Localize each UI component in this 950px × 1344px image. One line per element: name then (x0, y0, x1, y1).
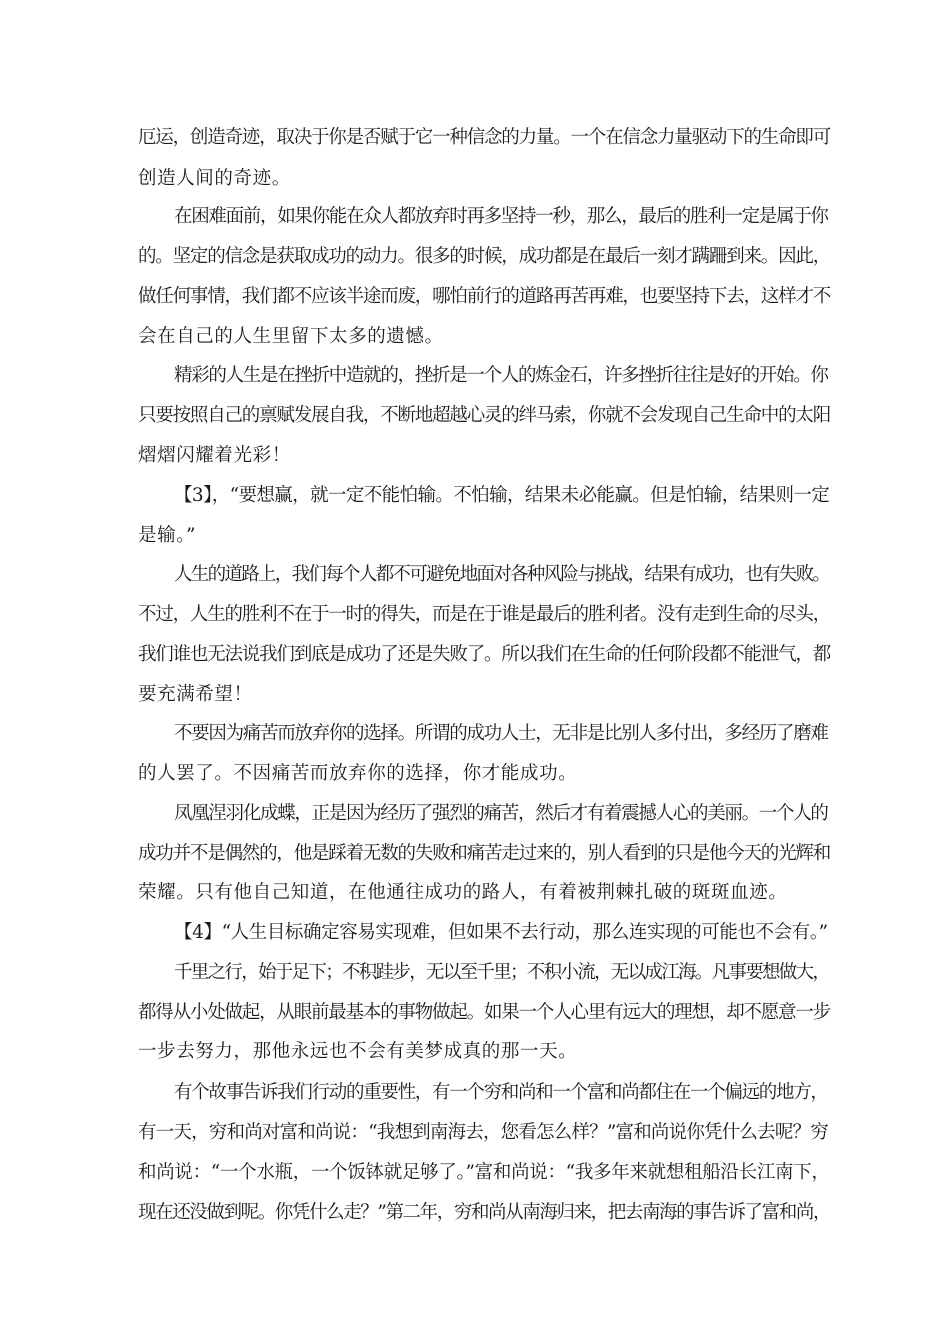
text-line: 只要按照自己的禀赋发展自我，不断地超越心灵的绊马索，你就不会发现自己生命中的太阳 (138, 405, 831, 426)
text-line: 有一天，穷和尚对富和尚说：“我想到南海去，您看怎么样？”富和尚说你凭什么去呢？穷 (138, 1122, 828, 1143)
text-line: 做任何事情，我们都不应该半途而废，哪怕前行的道路再苦再难，也要坚持下去，这样才不 (138, 286, 831, 307)
text-line: 有个故事告诉我们行动的重要性，有一个穷和尚和一个富和尚都住在一个偏远的地方， (174, 1082, 828, 1103)
text-line: 精彩的人生是在挫折中造就的，挫折是一个人的炼金石，许多挫折往往是好的开始。你 (174, 365, 828, 386)
text-line: 【3】，“要想赢，就一定不能怕输。不怕输，结果未必能赢。但是怕输，结果则一定 (174, 485, 830, 506)
text-line: 是输。” (138, 525, 197, 546)
text-line: 不要因为痛苦而放弃你的选择。所谓的成功人士，无非是比别人多付出，多经历了磨难 (174, 723, 828, 744)
text-line: 的人罢了。不因痛苦而放弃你的选择，你才能成功。 (138, 763, 578, 784)
text-line: 凤凰涅羽化成蝶，正是因为经历了强烈的痛苦，然后才有着震撼人心的美丽。一个人的 (174, 803, 828, 824)
text-line: 创造人间的奇迹。 (138, 168, 291, 189)
text-line: 的。坚定的信念是获取成功的动力。很多的时候，成功都是在最后一刻才蹒跚到来。因此， (138, 246, 831, 267)
text-line: 荣耀。只有他自己知道，在他通往成功的路人，有着被荆棘扎破的斑斑血迹。 (138, 882, 788, 903)
text-line: 和尚说：“一个水瓶，一个饭钵就足够了。”富和尚说：“我多年来就想租船沿长江南下， (138, 1162, 830, 1183)
text-line: 会在自己的人生里留下太多的遗憾。 (138, 326, 444, 347)
text-line: 熠熠闪耀着光彩！ (138, 445, 291, 466)
text-line: 不过，人生的胜利不在于一时的得失，而是在于谁是最后的胜利者。没有走到生命的尽头， (138, 604, 831, 625)
text-line: 我们谁也无法说我们到底是成功了还是失败了。所以我们在生命的任何阶段都不能泄气，都 (138, 644, 831, 665)
text-line: 人生的道路上，我们每个人都不可避免地面对各种风险与挑战，结果有成功，也有失败。 (174, 564, 830, 585)
text-line: 一步去努力，那他永远也不会有美梦成真的那一天。 (138, 1041, 578, 1062)
text-line: 【4】“人生目标确定容易实现难，但如果不去行动，那么连实现的可能也不会有。” (174, 922, 828, 943)
text-line: 成功并不是偶然的，他是踩着无数的失败和痛苦走过来的，别人看到的只是他今天的光辉和 (138, 843, 831, 864)
text-line: 千里之行，始于足下；不积跬步，无以至千里；不积小流，无以成江海。凡事要想做大， (174, 962, 830, 983)
text-line: 现在还没做到呢。你凭什么走？”第二年，穷和尚从南海归来，把去南海的事告诉了富和尚， (138, 1202, 831, 1223)
text-line: 厄运，创造奇迹，取决于你是否赋于它一种信念的力量。一个在信念力量驱动下的生命即可 (138, 127, 831, 148)
text-line: 要充满希望！ (138, 684, 253, 705)
text-line: 在困难面前，如果你能在众人都放弃时再多坚持一秒，那么，最后的胜利一定是属于你 (174, 206, 828, 227)
text-line: 都得从小处做起，从眼前最基本的事物做起。如果一个人心里有远大的理想，却不愿意一步 (138, 1002, 831, 1023)
